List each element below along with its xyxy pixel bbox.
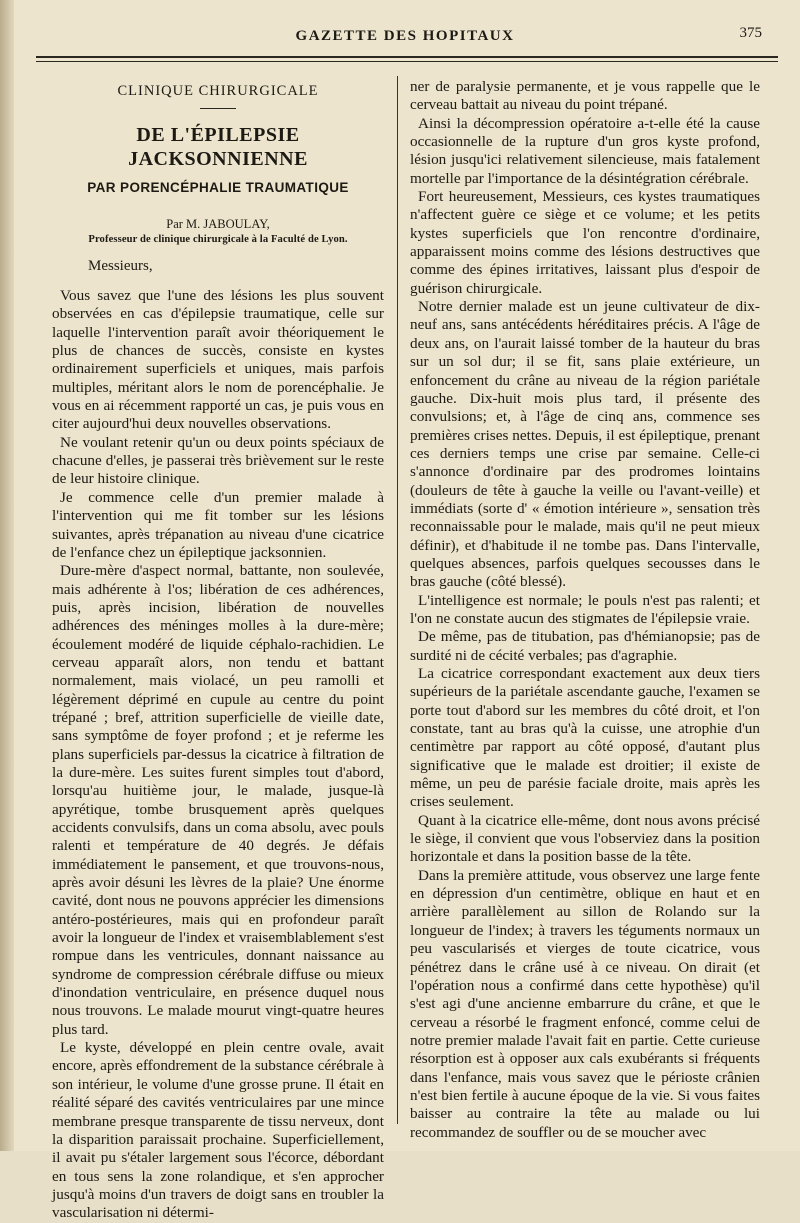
author-byline: Par M. JABOULAY, <box>166 216 270 231</box>
running-head <box>40 25 770 52</box>
paragraph: Je commence celle d'un premier malade à l'intervention qui me fit tomber sur les lésions suivantes, après trépanation au niveau d'une cicatrice de l'enfance chez un épileptique jacksonnien. <box>52 488 384 561</box>
paragraph: Fort heureusement, Messieurs, ces kystes traumatiques n'affectent guère ce siège et ce volume; et les petits kystes superficiels que l'on rencontre d'ordinaire, apparaissent moins comme des lésions destructives que comme des épines irritatives, laissant plus d'espoir de guérison chirurgicale. <box>410 188 760 297</box>
article-title: DE L'ÉPILEPSIE JACKSONNIENNE <box>128 124 308 171</box>
title-rule <box>200 108 236 109</box>
column-divider <box>397 76 398 1124</box>
paragraph: Ne voulant retenir qu'un ou deux points spéciaux de chacune d'elles, je passerai très brièvement sur le reste de leur histoire clinique. <box>52 433 384 488</box>
paragraph: Quant à la cicatrice elle-même, dont nous avons précisé le siège, il convient que vous l'observiez dans la position horizontale et dans la position basse de la tête. <box>410 811 760 866</box>
paragraph: La cicatrice correspondant exactement aux deux tiers supérieurs de la pariétale ascendante gauche, l'examen se porte tout d'abord sur les membres du côté droit, et l'on constate, tant au bras qu'à la cuisse, une atrophie d'un centimètre par rapport au côté opposé, d'autant plus significative que le malade est droitier; il existe de même, un peu de parésie faciale droite, mais après les crises seulement. <box>410 665 760 811</box>
journal-title: GAZETTE DES HOPITAUX <box>295 28 515 44</box>
header-rule-thin <box>36 61 778 62</box>
author-affiliation: Professeur de clinique chirurgicale à la Faculté de Lyon. <box>88 233 348 245</box>
paragraph: Dure-mère d'aspect normal, battante, non soulevée, mais adhérente à l'os; libération de ces adhérences, puis, après incision, libération de nouvelles adhérences des méninges molles à la dure-mère; écoulement modéré de liquide céphalo-rachidien. Le cerveau apparaît alors, non tendu et battant normalement, mais violacé, un peu ramolli et légèrement déprimé en cupule au centre du point trépané ; bref, attrition superficielle de vieille date, sans symptôme de foyer profond ; et je referme les plans superficiels par-dessus la cicatrice à filtration de la dure-mère. Les suites furent simples tout d'abord, lorsqu'au huitième jour, le malade, jusque-là apyrétique, tombe brusquement après quelques accidents convulsifs, dans un coma absolu, avec pouls ralenti et température de 40 degrés. Je défais immédiatement le pansement, et que trouvons-nous, après avoir désuni les lèvres de la plaie? Une énorme cavité, dont nous ne pouvons apprécier les dimensions antéro-postérieures, mais qui en profondeur paraît avoir la longueur de l'index et vraisemblablement s'est rompue dans les ventricules, donnant naissance au syndrome de compression cérébrale diffuse ou mieux d'inondation ventriculaire, en présence duquel nous nous trouvons. Le malade mourut vingt-quatre heures plus tard. <box>52 562 384 1038</box>
left-column <box>52 78 384 1223</box>
article-subtitle: PAR PORENCÉPHALIE TRAUMATIQUE <box>87 180 349 196</box>
section-title: CLINIQUE CHIRURGICALE <box>117 83 319 99</box>
paragraph: Dans la première attitude, vous observez une large fente en dépression d'un centimètre, oblique en haut et en arrière parallèlement au sillon de Rolando sur la longueur de l'index; à travers les téguments normaux un peu vascularisés et vierges de toute cicatrice, vous pénétrez dans le crâne usé à ce niveau. On dirait (et l'opération nous a confirmé dans cette hypothèse) qu'il s'est agi d'une ancienne embarrure du crâne, et que le cerveau a résorbé le fragment enfoncé, comme celui de notre premier malade l'avait fait en partie. Cette curieuse résorption est à opposer aux cals exubérants si fréquents dans l'enfance, mais vous savez que le périoste crânien n'est bien fertile à aucune époque de la vie. Si vous faites baisser au contraire la tête au malade ou lui recommandez de souffler ou de se moucher avec <box>410 866 760 1141</box>
paragraph: Notre dernier malade est un jeune cultivateur de dix-neuf ans, sans antécédents héréditaires précis. A l'âge de deux ans, on l'aurait laissé tomber de la hauteur du bras sur un sol dur; il se fit, sans plaie extérieure, un enfoncement du crâne au niveau de la région pariétale gauche. Dix-huit mois plus tard, il présente des convulsions; et, à l'âge de cinq ans, commence ses premières crises nettes. Depuis, il est épileptique, prenant ces derniers temps une crise par semaine. Celle-ci s'annonce d'ordinaire par des prodromes lointains (douleurs de tête à gauche la veille ou l'avant-veille) et immédiats (sorte d' « émotion intérieure », sensation très reconnaissable pour le malade, mais qu'il ne peut mieux définir), et d'habitude il ne tombe pas. Dans l'intervalle, quelques absences, parfois quelques secousses dans le bras gauche (côté blessé). <box>410 298 760 591</box>
paragraph: Ainsi la décompression opératoire a-t-elle été la cause occasionnelle de la rupture d'un gros kyste profond, lésion jusqu'ici relativement silencieuse, mais fatalement mortelle par l'importance de la désintégration cérébrale. <box>410 114 760 187</box>
page-gutter <box>0 0 14 1151</box>
paragraph: Vous savez que l'une des lésions les plus souvent observées en cas d'épilepsie traumatique, celle sur laquelle l'intervention paraît avoir théoriquement le plus de chances de succès, consiste en kystes ordinairement superficiels et uniques, mais parfois multiples, méritant alors le nom de porencéphalie. Je vous en ai récemment rapporté un cas, je puis vous en citer aujourd'hui deux nouvelles observations. <box>52 287 384 433</box>
salutation: Messieurs, <box>88 257 153 274</box>
header-rule-thick <box>36 56 778 58</box>
page-number: 375 <box>739 25 762 41</box>
right-column <box>410 78 760 1142</box>
paragraph-continuation: ner de paralysie permanente, et je vous rappelle que le cerveau battait au niveau du point trépané. <box>410 78 760 114</box>
paragraph: L'intelligence est normale; le pouls n'est pas ralenti; et l'on ne constate aucun des stigmates de l'épilepsie vraie. <box>410 591 760 627</box>
paragraph: Le kyste, développé en plein centre ovale, avait encore, après effondrement de la substance cérébrale à son intérieur, le volume d'une grosse prune. Il était en réalité séparé des cavités ventriculaires par une mince membrane presque transparente de tissu nerveux, dont la disparition paraissait prochaine. Superficiellement, il avait pu s'étaler largement sous l'écorce, débordant en tous sens la zone rolandique, et s'en approcher jusqu'à moins d'un travers de doigt sans en troubler la vascularisation ni détermi- <box>52 1039 384 1222</box>
paragraph: De même, pas de titubation, pas d'hémianopsie; pas de surdité ni de cécité verbales; pas d'agraphie. <box>410 628 760 664</box>
